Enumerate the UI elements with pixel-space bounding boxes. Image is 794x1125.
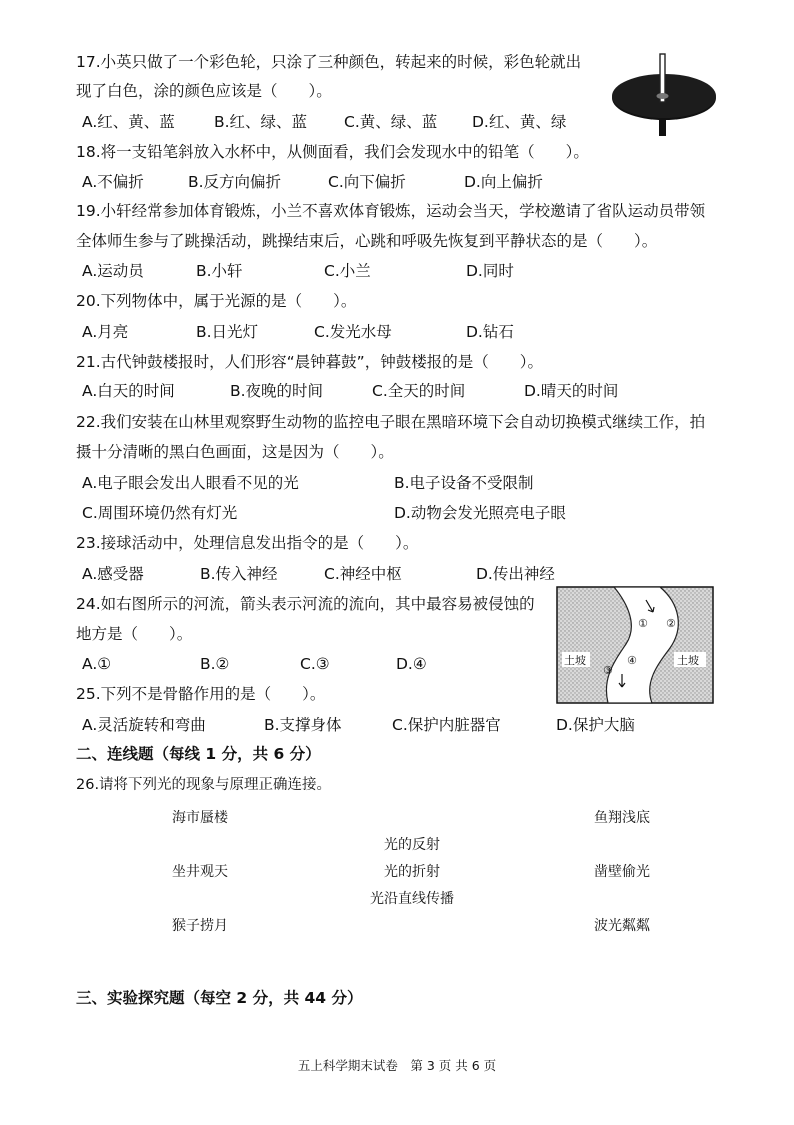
q25-option-a[interactable]: A.灵活旋转和弯曲 bbox=[82, 716, 206, 734]
section3-title: 三、实验探究题（每空 2 分，共 44 分） bbox=[76, 989, 363, 1007]
q20-option-c[interactable]: C.发光水母 bbox=[314, 323, 392, 341]
match-right-1[interactable]: 鱼翔浅底 bbox=[594, 810, 650, 826]
color-wheel-figure bbox=[608, 50, 720, 140]
q26-prompt: 26.请将下列光的现象与原理正确连接。 bbox=[76, 777, 332, 793]
q23-line-1: 23.接球活动中，处理信息发出指令的是（ ）。 bbox=[76, 534, 419, 552]
match-right-3[interactable]: 波光粼粼 bbox=[594, 918, 650, 934]
match-middle-3[interactable]: 光沿直线传播 bbox=[370, 891, 454, 907]
river-marker-4: ④ bbox=[627, 654, 637, 667]
q21-option-a[interactable]: A.白天的时间 bbox=[82, 382, 175, 400]
q22-option-a[interactable]: A.电子眼会发出人眼看不见的光 bbox=[82, 474, 299, 492]
q24-option-b[interactable]: B.② bbox=[200, 655, 230, 673]
q19-option-a[interactable]: A.运动员 bbox=[82, 262, 144, 280]
q22-option-c[interactable]: C.周围环境仍然有灯光 bbox=[82, 504, 238, 522]
q20-option-a[interactable]: A.月亮 bbox=[82, 323, 129, 341]
q22-line-1: 22.我们安装在山林里观察野生动物的监控电子眼在黑暗环境下会自动切换模式继续工作，拍 bbox=[76, 413, 706, 431]
q25-line-1: 25.下列不是骨骼作用的是（ ）。 bbox=[76, 685, 326, 703]
river-marker-2: ② bbox=[666, 617, 676, 630]
q18-line-1: 18.将一支铅笔斜放入水杯中，从侧面看，我们会发现水中的铅笔（ ）。 bbox=[76, 143, 589, 161]
q21-option-b[interactable]: B.夜晚的时间 bbox=[230, 382, 324, 400]
q19-line-2: 全体师生参与了跳操活动，跳操结束后，心跳和呼吸先恢复到平静状态的是（ ）。 bbox=[76, 232, 658, 250]
match-left-1[interactable]: 海市蜃楼 bbox=[172, 810, 228, 826]
q22-option-d[interactable]: D.动物会发光照亮电子眼 bbox=[394, 504, 566, 522]
river-diagram bbox=[556, 586, 714, 704]
river-marker-3: ③ bbox=[603, 664, 613, 677]
q21-line-1: 21.古代钟鼓楼报时，人们形容“晨钟暮鼓”，钟鼓楼报的是（ ）。 bbox=[76, 353, 543, 371]
q20-line-1: 20.下列物体中，属于光源的是（ ）。 bbox=[76, 292, 357, 310]
q24-option-c[interactable]: C.③ bbox=[300, 655, 330, 673]
match-left-3[interactable]: 猴子捞月 bbox=[172, 918, 228, 934]
q17-option-d[interactable]: D.红、黄、绿 bbox=[472, 113, 567, 131]
match-middle-2[interactable]: 光的折射 bbox=[384, 864, 440, 880]
river-marker-1: ① bbox=[638, 617, 648, 630]
q19-option-b[interactable]: B.小轩 bbox=[196, 262, 243, 280]
q22-line-2: 摄十分清晰的黑白色画面，这是因为（ ）。 bbox=[76, 443, 394, 461]
q25-option-d[interactable]: D.保护大脑 bbox=[556, 716, 635, 734]
match-middle-1[interactable]: 光的反射 bbox=[384, 837, 440, 853]
q24-line-2: 地方是（ ）。 bbox=[76, 625, 193, 643]
page-footer: 五上科学期末试卷 第 3 页 共 6 页 bbox=[297, 1058, 497, 1073]
q25-option-b[interactable]: B.支撑身体 bbox=[264, 716, 342, 734]
q17-line-1: 17.小英只做了一个彩色轮，只涂了三种颜色，转起来的时候，彩色轮就出 bbox=[76, 53, 582, 71]
match-right-2[interactable]: 凿壁偷光 bbox=[594, 864, 650, 880]
q24-option-d[interactable]: D.④ bbox=[396, 655, 427, 673]
q21-option-c[interactable]: C.全天的时间 bbox=[372, 382, 466, 400]
q20-option-b[interactable]: B.日光灯 bbox=[196, 323, 259, 341]
q19-option-c[interactable]: C.小兰 bbox=[324, 262, 371, 280]
q19-line-1: 19.小轩经常参加体育锻炼，小兰不喜欢体育锻炼，运动会当天，学校邀请了省队运动员带领 bbox=[76, 202, 706, 220]
river-label-right: 土坡 bbox=[677, 654, 699, 667]
q17-option-b[interactable]: B.红、绿、蓝 bbox=[214, 113, 308, 131]
q19-option-d[interactable]: D.同时 bbox=[466, 262, 514, 280]
q23-option-c[interactable]: C.神经中枢 bbox=[324, 565, 402, 583]
q25-option-c[interactable]: C.保护内脏器官 bbox=[392, 716, 501, 734]
q20-option-d[interactable]: D.钻石 bbox=[466, 323, 514, 341]
q17-option-c[interactable]: C.黄、绿、蓝 bbox=[344, 113, 438, 131]
q17-line-2: 现了白色，涂的颜色应该是（ ）。 bbox=[76, 82, 332, 100]
q24-line-1: 24.如右图所示的河流，箭头表示河流的流向，其中最容易被侵蚀的 bbox=[76, 595, 535, 613]
q18-option-c[interactable]: C.向下偏折 bbox=[328, 173, 406, 191]
q23-option-d[interactable]: D.传出神经 bbox=[476, 565, 555, 583]
q18-option-d[interactable]: D.向上偏折 bbox=[464, 173, 543, 191]
match-left-2[interactable]: 坐井观天 bbox=[172, 864, 228, 880]
river-label-left: 土坡 bbox=[564, 654, 586, 667]
q23-option-b[interactable]: B.传入神经 bbox=[200, 565, 278, 583]
q17-option-a[interactable]: A.红、黄、蓝 bbox=[82, 113, 175, 131]
q23-option-a[interactable]: A.感受器 bbox=[82, 565, 144, 583]
q18-option-b[interactable]: B.反方向偏折 bbox=[188, 173, 282, 191]
q22-option-b[interactable]: B.电子设备不受限制 bbox=[394, 474, 534, 492]
q24-option-a[interactable]: A.① bbox=[82, 655, 112, 673]
q21-option-d[interactable]: D.晴天的时间 bbox=[524, 382, 619, 400]
section2-title: 二、连线题（每线 1 分，共 6 分） bbox=[76, 745, 321, 763]
q18-option-a[interactable]: A.不偏折 bbox=[82, 173, 144, 191]
